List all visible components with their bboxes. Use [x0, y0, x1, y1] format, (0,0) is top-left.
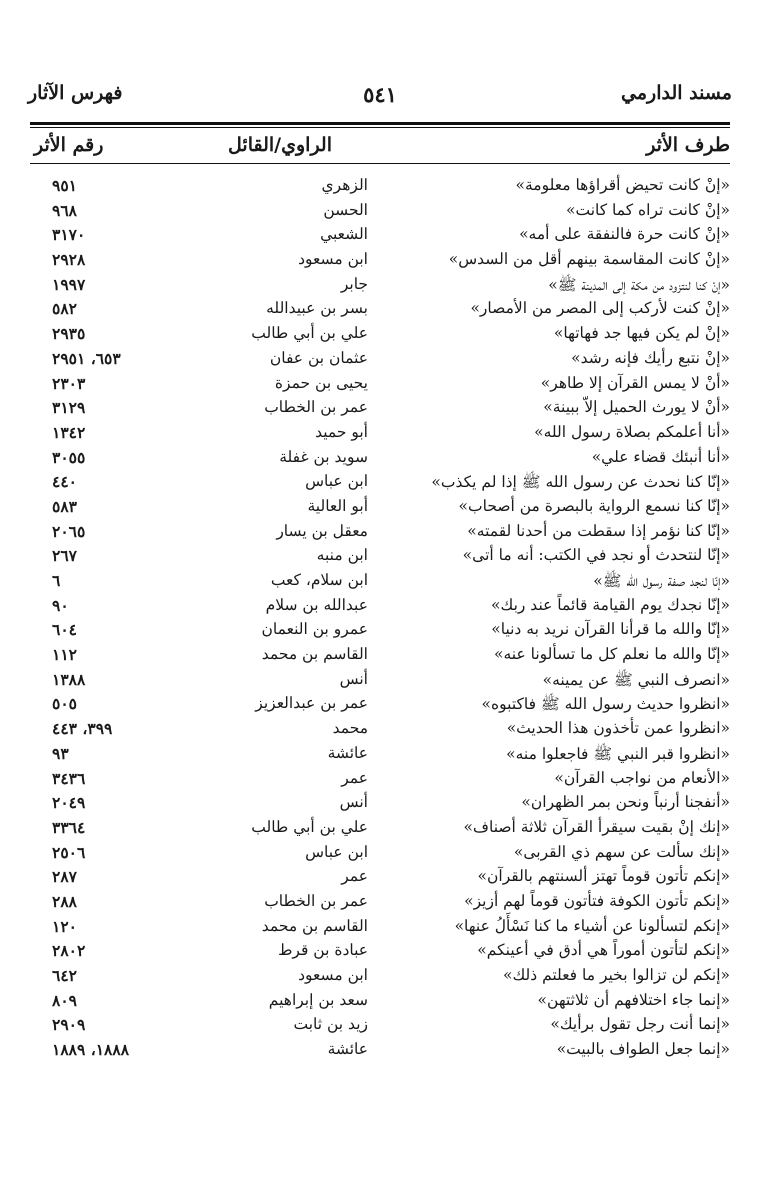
narrator: ابن عباس	[305, 842, 368, 861]
athar-number: ٣٣٦٤	[52, 817, 86, 837]
athar-text: «إنْ كانت تراه كما كانت»	[566, 200, 730, 219]
index-row	[30, 374, 730, 399]
index-row	[30, 991, 730, 1016]
narrator: القاسم بن محمد	[261, 645, 368, 664]
athar-text: «إنّا كنا نسمع الرواية بالبصرة من أصحاب»	[458, 496, 730, 515]
column-header-narrator: الراوي/القائل	[228, 134, 332, 156]
page-header	[28, 82, 732, 116]
athar-number: ٢٩٠٩	[52, 1015, 86, 1035]
athar-number: ٦٤٢	[52, 966, 77, 985]
athar-number: ٦٠٤	[52, 620, 77, 640]
athar-number: ٣٩٩، ٤٤٣	[52, 719, 113, 739]
athar-number: ١٣٨٨	[52, 669, 86, 689]
section-title: فهرس الآثار	[28, 82, 123, 104]
index-row	[30, 694, 730, 719]
index-row	[30, 324, 730, 349]
index-row	[30, 398, 730, 423]
athar-text: «إنّا كنا نحدث عن رسول الله ﷺ إذا لم يكذب»	[431, 473, 730, 492]
narrator: الحسن	[323, 200, 368, 219]
narrator: أنس	[339, 793, 368, 812]
athar-number: ٦	[52, 571, 61, 590]
narrator: عمر بن الخطاب	[264, 891, 368, 910]
athar-number: ٥٠٥	[52, 694, 77, 714]
index-row	[30, 793, 730, 818]
header-rule-thin	[30, 127, 730, 128]
index-row	[30, 472, 730, 497]
index-row	[30, 176, 730, 201]
narrator: القاسم بن محمد	[261, 916, 368, 935]
athar-text: «انصرف النبي ﷺ عن يمينه»	[542, 670, 730, 689]
athar-number: ٣٠٥٥	[52, 447, 86, 467]
athar-text: «انظروا عمن تأخذون هذا الحديث»	[506, 719, 730, 738]
narrator: ابن سلام، كعب	[270, 571, 368, 589]
index-row	[30, 645, 730, 670]
athar-text: «أنا أعلمكم بصلاة رسول الله»	[534, 422, 730, 441]
index-row	[30, 522, 730, 547]
athar-number: ١١٢	[52, 645, 77, 665]
athar-text: «إنكم لتسألونا عن أشياء ما كنا نَسْأَلُ عنها»	[454, 916, 730, 935]
athar-number: ٢٨٨	[52, 891, 77, 911]
narrator: الشعبي	[320, 225, 368, 244]
athar-number: ١٩٩٧	[52, 274, 86, 294]
athar-number: ١٨٨٨، ١٨٨٩	[52, 1040, 130, 1060]
narrator: ابن مسعود	[298, 250, 368, 269]
index-row	[30, 546, 730, 571]
index-row	[30, 596, 730, 621]
athar-number: ٢٥٠٦	[52, 842, 86, 862]
narrator: عمر بن الخطاب	[264, 398, 368, 417]
athar-text: «إنْ كنا لنتزود من مكة إلى المدينة ﷺ»	[548, 275, 730, 294]
athar-number: ٢٨٧	[52, 867, 77, 887]
column-header-number: رقم الأثر	[34, 134, 104, 156]
narrator: يحيى بن حمزة	[274, 373, 368, 392]
narrator: أبو حميد	[315, 422, 368, 441]
athar-number: ٣٤٣٦	[52, 768, 86, 788]
index-row	[30, 299, 730, 324]
athar-number: ٨٠٩	[52, 990, 77, 1010]
athar-number: ٦٥٣، ٢٩٥١	[52, 348, 121, 368]
athar-text: «إنْ نتبع رأيك فإنه رشد»	[571, 348, 730, 367]
narrator: ابن عباس	[305, 472, 368, 491]
narrator: عمر بن عبدالعزيز	[255, 694, 368, 713]
narrator: عمرو بن النعمان	[261, 620, 368, 639]
column-headers	[30, 134, 730, 164]
index-row	[30, 670, 730, 695]
athar-number: ٢٨٠٢	[52, 941, 86, 961]
athar-number: ١٢٠	[52, 916, 77, 936]
index-row	[30, 225, 730, 250]
narrator: سعد بن إبراهيم	[268, 990, 368, 1009]
athar-number: ٥٨٣	[52, 496, 77, 516]
athar-number: ٢٠٤٩	[52, 793, 86, 813]
athar-text: «إنّا والله ما نعلم كل ما تسألونا عنه»	[493, 645, 730, 664]
athar-text: «إنّا والله ما قرأنا القرآن نريد به دنيا»	[491, 620, 730, 639]
index-row	[30, 966, 730, 991]
narrator: عمر	[341, 768, 368, 787]
narrator: معقل بن يسار	[276, 521, 368, 540]
index-row	[30, 448, 730, 473]
athar-text: «إنكم لتأتون أموراً هي أدق في أعينكم»	[477, 941, 730, 960]
narrator: أنس	[339, 669, 368, 688]
narrator: بسر بن عبيدالله	[266, 299, 368, 318]
index-row	[30, 423, 730, 448]
index-row	[30, 917, 730, 942]
narrator: عائشة	[327, 743, 368, 762]
athar-text: «أنْ لا يمس القرآن إلا طاهر»	[540, 373, 730, 392]
athar-number: ٣١٧٠	[52, 225, 86, 245]
narrator: محمد	[332, 719, 368, 738]
athar-text: «انظروا قبر النبي ﷺ فاجعلوا منه»	[506, 744, 730, 763]
athar-text: «إنكم تأتون قوماً تهتز ألسنتهم بالقرآن»	[477, 867, 730, 886]
athar-text: «إنما أنت رجل تقول برأيك»	[550, 1015, 730, 1034]
index-row	[30, 1015, 730, 1040]
index-row	[30, 843, 730, 868]
athar-text: «إنكم لن تزالوا بخير ما فعلتم ذلك»	[502, 966, 730, 984]
athar-text: «أنْ لا يورث الحميل إلاّ ببينة»	[543, 398, 730, 417]
athar-number: ١٣٤٢	[52, 422, 86, 442]
athar-number: ٢٩٣٥	[52, 324, 86, 344]
index-row	[30, 769, 730, 794]
index-row	[30, 349, 730, 374]
athar-number: ٤٤٠	[52, 472, 77, 492]
athar-number: ٩٠	[52, 595, 69, 615]
index-row	[30, 497, 730, 522]
column-header-text: طرف الأثر	[646, 134, 730, 156]
index-row	[30, 250, 730, 275]
narrator: عائشة	[327, 1040, 368, 1059]
book-title: مسند الدارمي	[621, 82, 732, 104]
narrator: عبدالله بن سلام	[265, 595, 368, 614]
index-row	[30, 892, 730, 917]
index-row	[30, 744, 730, 769]
athar-text: «إنّا لنتحدث أو نجد في الكتب: أنه ما أتى»	[462, 546, 730, 565]
athar-text: «إنْ كانت حرة فالنفقة على أمه»	[519, 225, 730, 244]
narrator: سويد بن غفلة	[279, 447, 368, 466]
athar-text: «أنفجنا أرنباً ونحن بمر الظهران»	[521, 793, 730, 812]
athar-text: «إنّا كنا نؤمر إذا سقطت من أحدنا لقمته»	[467, 521, 730, 540]
index-row	[30, 620, 730, 645]
athar-text: «إنكم تأتون الكوفة فتأتون قوماً لهم أزيز»	[464, 891, 730, 910]
narrator: زيد بن ثابت	[293, 1015, 368, 1034]
athar-text: «أنا أنبئك قضاء علي»	[591, 447, 730, 466]
narrator: ابن مسعود	[298, 966, 368, 984]
athar-text: «إنْ لم يكن فيها جد فهاتها»	[553, 324, 730, 343]
athar-number: ٩٣	[52, 743, 69, 763]
athar-number: ٥٨٢	[52, 299, 77, 319]
narrator: عبادة بن قرط	[278, 941, 368, 960]
athar-text: «إنك سألت عن سهم ذي القربى»	[513, 842, 730, 861]
narrator: ابن منبه	[316, 546, 368, 565]
narrator: أبو العالية	[307, 496, 368, 515]
index-row	[30, 201, 730, 226]
athar-index-list	[30, 176, 730, 1065]
index-row	[30, 275, 730, 300]
athar-number: ٢٠٦٥	[52, 521, 86, 541]
column-header-rule	[30, 163, 730, 164]
athar-text: «انظروا حديث رسول الله ﷺ فاكتبوه»	[481, 695, 730, 714]
header-rule-thick	[30, 122, 730, 125]
index-row	[30, 1040, 730, 1065]
athar-number: ٩٥١	[52, 176, 77, 195]
athar-number: ٢٣٠٣	[52, 373, 86, 393]
index-row	[30, 818, 730, 843]
athar-text: «إنّا نجدك يوم القيامة قائماً عند ربك»	[491, 595, 730, 614]
athar-number: ٢٩٢٨	[52, 250, 86, 270]
narrator: عمر	[341, 867, 368, 886]
athar-text: «الأنعام من نواجب القرآن»	[554, 768, 730, 787]
athar-number: ٩٦٨	[52, 200, 77, 220]
narrator: علي بن أبي طالب	[251, 817, 368, 836]
athar-number: ٣١٢٩	[52, 398, 86, 418]
athar-text: «إنما جعل الطواف بالبيت»	[556, 1040, 730, 1059]
page-number: ٥٤١	[363, 82, 397, 107]
narrator: جابر	[340, 274, 368, 293]
narrator: علي بن أبي طالب	[251, 324, 368, 343]
athar-number: ٢٦٧	[52, 546, 77, 566]
athar-text: «إنْ كانت تحيض أقراؤها معلومة»	[515, 176, 730, 194]
athar-text: «إنْ كنت لأركب إلى المصر من الأمصار»	[470, 299, 730, 318]
index-row	[30, 867, 730, 892]
athar-text: «إنما جاء اختلافهم أن ثلاثتهن»	[537, 990, 730, 1009]
athar-text: «إنّا لنجد صفة رسول الله ﷺ»	[593, 572, 730, 590]
index-row	[30, 719, 730, 744]
index-row	[30, 941, 730, 966]
index-row	[30, 571, 730, 596]
athar-text: «إنْ كانت المقاسمة بينهم أقل من السدس»	[448, 250, 730, 269]
narrator: عثمان بن عفان	[269, 348, 368, 367]
athar-text: «إنك إنْ بقيت سيقرأ القرآن ثلاثة أصناف»	[463, 817, 730, 836]
narrator: الزهري	[321, 176, 368, 194]
